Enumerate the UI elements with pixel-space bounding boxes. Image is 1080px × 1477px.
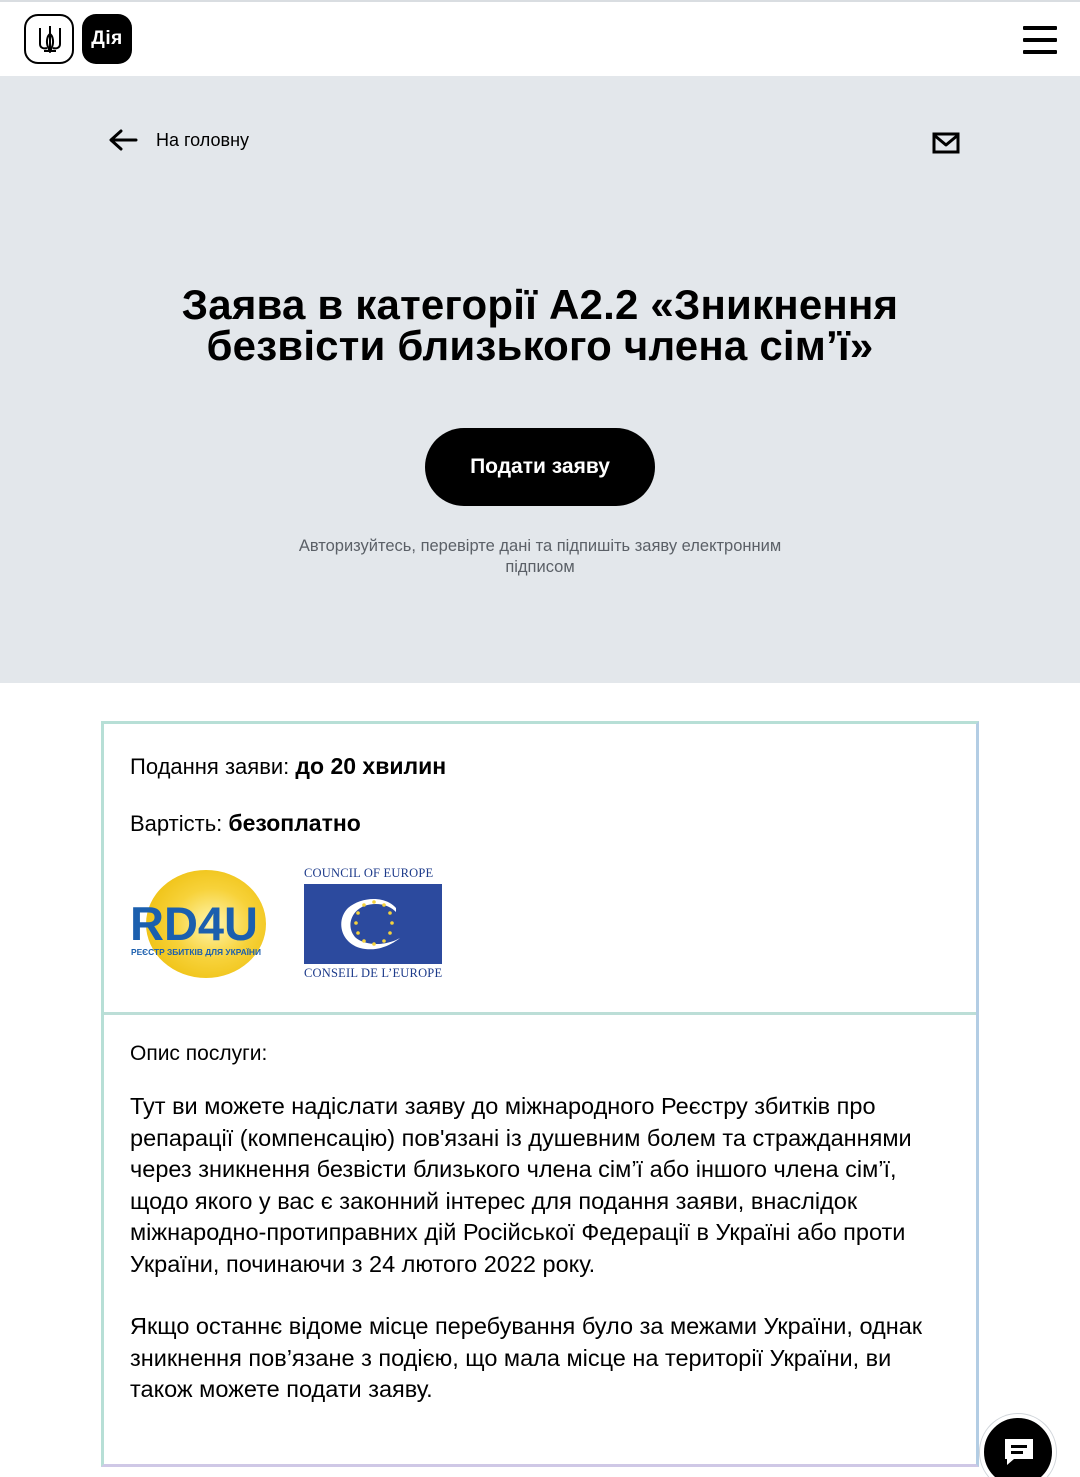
service-info-card [101,721,979,1467]
gov-logo[interactable] [24,14,74,64]
duration-label: Подання заяви: [130,754,296,779]
coe-top-text: COUNCIL OF EUROPE [304,866,434,880]
burger-menu-icon[interactable] [1023,26,1057,54]
coe-flag [304,884,442,964]
rd4u-title: RD4U [130,897,258,950]
cost-label: Вартість: [130,811,229,836]
description-paragraph: Тут ви можете надіслати заяву до міжнародного Реєстру збитків про репарації (компенсацію) пов'язані із душевним болем та стражданнями через зникнення безвісти близького члена сім’ї або іншого члена сім’ї, щодо якого у вас є законний інтерес для подання заяви, внаслідок міжнародно-протиправних дій Російської Федерації в Україні або проти України, починаючи з 24 лютого 2022 року. [130,1093,912,1277]
chat-button[interactable] [980,1414,1056,1477]
duration-row [130,753,446,780]
back-home-link[interactable] [108,128,249,152]
description-text [130,1091,956,1406]
diia-logo[interactable]: Дія [82,14,132,64]
coe-bottom-text: CONSEIL DE L’EUROPE [304,966,443,980]
back-home-label: На головну [156,129,250,150]
card-divider [104,1012,976,1015]
site-header [0,2,1080,76]
cost-row [130,810,361,837]
rd4u-logo [130,868,280,980]
rd4u-subtitle: РЕЄСТР ЗБИТКІВ ДЛЯ УКРАЇНИ [131,947,261,957]
description-label: Опис послуги: [130,1042,268,1065]
trident-icon [37,24,63,56]
council-of-europe-logo [304,866,444,984]
hero-section [0,76,1080,683]
description-paragraph: Якщо останнє відоме місце перебування було за межами України, однак зникнення пов’язане з подією, що мала місце на території України, ви також можете подати заяву. [130,1313,923,1402]
mail-icon[interactable] [932,132,960,154]
page-title: Заява в категорії А2.2 «Зникнення безвісти близького члена сім’ї» [181,281,899,369]
submit-hint: Авторизуйтесь, перевірте дані та підпишіть заяву електронним підписом [298,537,782,576]
duration-value: до 20 хвилин [295,753,447,779]
coe-emblem [304,884,442,964]
cost-value: безоплатно [228,810,361,836]
chat-bubble-icon [1002,1435,1036,1469]
arrow-left-icon [108,128,138,152]
submit-application-button[interactable]: Подати заяву [425,428,655,506]
